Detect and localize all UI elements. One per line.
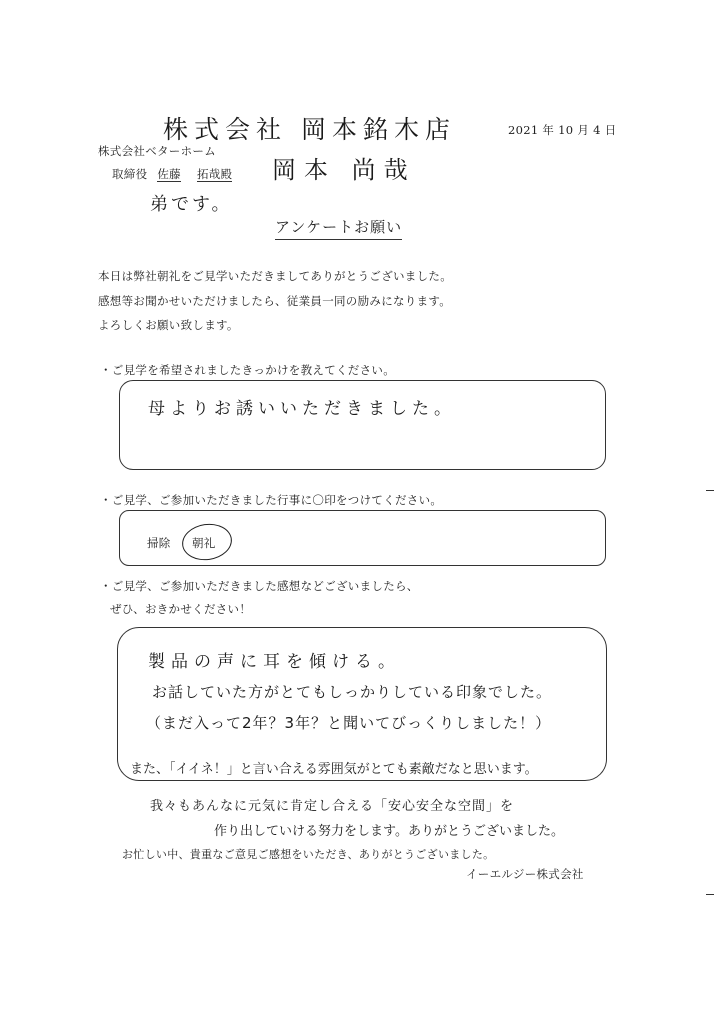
closing-message: お忙しい中、貴重なご意見ご感想をいただき、ありがとうございました。 (122, 848, 495, 861)
answer-line-2: お話していた方がとてもしっかりしている印象でした。 (152, 683, 553, 701)
question-3-label-line-2: ぜひ、おきかせください！ (110, 602, 252, 616)
recipient-line (112, 166, 232, 182)
option-cleaning[interactable]: 掃除 (147, 536, 171, 550)
answer-overflow-line-1: 我々もあんなに元気に肯定し合える「安心安全な空間」を (150, 799, 515, 814)
answer-line-3: （まだ入って2年？3年？と聞いてびっくりしました！） (146, 714, 552, 732)
intro-line-1: 本日は弊社朝礼をご見学いただきましてありがとうございました。 (98, 269, 452, 283)
answer-line-1: 製品の声に耳を傾ける。 (148, 652, 401, 672)
form-title: アンケートお願い (275, 216, 402, 240)
question-2-label: ・ご見学、ご参加いただきました行事に〇印をつけてください。 (100, 493, 443, 507)
recipient-company: 株式会社ベターホーム (98, 144, 216, 158)
handwritten-note: 弟です。 (150, 194, 233, 215)
scan-edge-mark (706, 894, 714, 895)
scan-edge-mark (706, 490, 714, 491)
recipient-surname: 佐藤 (157, 167, 181, 181)
question-1-label: ・ご見学を希望されましたきっかけを教えてください。 (100, 363, 395, 377)
intro-line-3: よろしくお願い致します。 (98, 318, 239, 332)
answer-line-4: また、「イイネ！」と言い合える雰囲気がとても素敵だなと思います。 (130, 762, 538, 777)
document-date: 2021 年 10 月 4 日 (508, 123, 617, 137)
option-morning-assembly[interactable]: 朝礼 (192, 536, 216, 550)
recipient-given-name: 拓哉殿 (196, 167, 233, 181)
intro-line-2: 感想等お聞かせいただけましたら、従業員一同の励みになります。 (98, 294, 452, 308)
company-signature: イーエルジー株式会社 (466, 867, 584, 881)
question-3-label-line-1: ・ご見学、ご参加いただきました感想などございましたら、 (100, 579, 419, 593)
recipient-title: 取締役 (112, 167, 148, 181)
answer-overflow-line-2: 作り出していける努力をします。ありがとうございました。 (214, 824, 564, 839)
handwritten-person-name: 岡本 尚哉 (272, 156, 416, 184)
handwritten-company-name: 株式会社 岡本銘木店 (163, 115, 456, 144)
question-1-answer: 母よりお誘いいただきました。 (148, 399, 456, 419)
